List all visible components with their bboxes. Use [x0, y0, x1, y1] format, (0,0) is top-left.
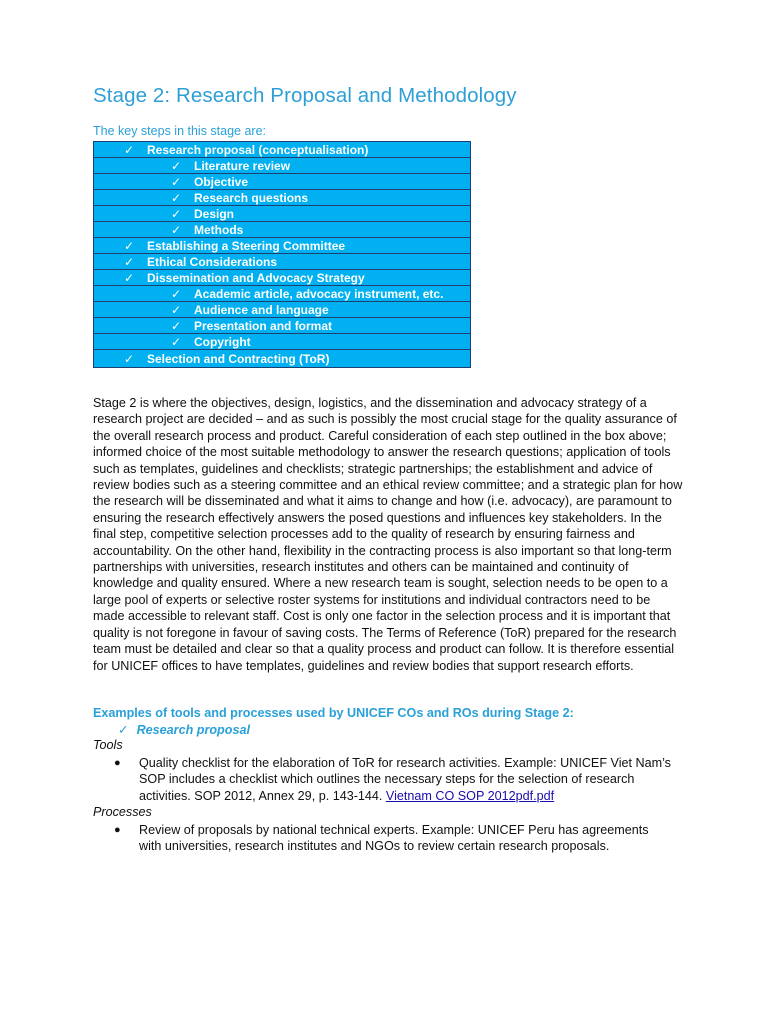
checkmark-icon: ✓ [170, 190, 182, 205]
checkmark-icon: ✓ [170, 286, 182, 301]
subheading-label: Research proposal [136, 723, 250, 737]
step-label: Ethical Considerations [147, 254, 278, 269]
page-title: Stage 2: Research Proposal and Methodology [93, 84, 517, 107]
step-label: Dissemination and Advocacy Strategy [147, 270, 365, 285]
step-label: Establishing a Steering Committee [147, 238, 346, 253]
bullet-icon: ● [114, 757, 121, 769]
step-label: Academic article, advocacy instrument, etc. [194, 286, 444, 301]
processes-label: Processes [93, 805, 152, 819]
research-proposal-subheading [118, 722, 250, 737]
step-label: Selection and Contracting (ToR) [147, 351, 330, 366]
vietnam-sop-link[interactable]: Vietnam CO SOP 2012pdf.pdf [385, 788, 555, 803]
tools-item-text [139, 755, 674, 804]
checkmark-icon: ✓ [123, 270, 135, 285]
checkmark-icon: ✓ [123, 254, 135, 269]
step-row [94, 190, 470, 206]
key-steps-box [93, 141, 471, 368]
step-label: Presentation and format [194, 318, 333, 333]
step-row [94, 158, 470, 174]
step-row [94, 206, 470, 222]
checkmark-icon: ✓ [123, 351, 135, 366]
step-label: Research questions [194, 190, 309, 205]
checkmark-icon: ✓ [170, 318, 182, 333]
step-label: Copyright [194, 334, 251, 349]
tools-item-body: Quality checklist for the elaboration of ToR for research activities. Example: UNICEF Viet Nam’s SOP includes a checklist which outlines the necessary steps for the selection of research activities. SOP 2012, Annex 29, p. 143-144. [139, 756, 671, 803]
checkmark-icon: ✓ [118, 723, 129, 737]
step-label: Research proposal (conceptualisation) [147, 142, 369, 157]
step-row [94, 222, 470, 238]
intro-text: The key steps in this stage are: [93, 124, 267, 138]
step-row [94, 238, 470, 254]
checkmark-icon: ✓ [170, 174, 182, 189]
body-paragraph: Stage 2 is where the objectives, design, logistics, and the dissemination and advocacy strategy of a research project are decided – and as such is possibly the most crucial stage for the quality assurance of the overall research process and product. Careful consideration of each step outlined in the box above; informed choice of the most suitable methodology to answer the research questions; application of tools such as templates, guidelines and checklists; strategic partnerships; the establishment and advice of review bodies such as a steering committee and an ethical review committee; and a strategic plan for how the research will be disseminated and what it aims to change and how (i.e. advocacy), are paramount to ensuring the research effectively answers the posed questions and influences key stakeholders. In the final step, competitive selection processes add to the quality of research by ensuring fairness and accountability. On the other hand, flexibility in the contracting process is also important so that long-term partnerships with universities, research institutes and others can be maintained and continuity of knowledge and quality ensured. Where a new research team is sought, selection needs to be open to a large pool of experts or selective roster systems for institutions and individual contractors need to be made accessible to relevant staff. Cost is only one factor in the selection process and it is important that quality is not foregone in favour of saving costs. The Terms of Reference (ToR) prepared for the research team must be detailed and clear so that a quality process and product can follow. It is therefore essential for UNICEF offices to have templates, guidelines and review bodies that support research efforts. [93, 396, 683, 673]
step-row [94, 286, 470, 302]
step-row [94, 350, 470, 367]
checkmark-icon: ✓ [123, 142, 135, 157]
step-row [94, 174, 470, 190]
step-row [94, 254, 470, 270]
bullet-icon: ● [114, 824, 121, 836]
step-label: Methods [194, 222, 244, 237]
processes-item-text: Review of proposals by national technical experts. Example: UNICEF Peru has agreements with universities, research institutes and NGOs to review certain research proposals. [139, 823, 649, 854]
step-label: Literature review [194, 158, 291, 173]
checkmark-icon: ✓ [170, 158, 182, 173]
checkmark-icon: ✓ [170, 302, 182, 317]
step-row [94, 302, 470, 318]
step-label: Design [194, 206, 235, 221]
step-row [94, 270, 470, 286]
checkmark-icon: ✓ [170, 206, 182, 221]
examples-heading: Examples of tools and processes used by UNICEF COs and ROs during Stage 2: [93, 706, 574, 720]
step-label: Audience and language [194, 302, 329, 317]
checkmark-icon: ✓ [123, 238, 135, 253]
checkmark-icon: ✓ [170, 222, 182, 237]
checkmark-icon: ✓ [170, 334, 182, 349]
step-row [94, 318, 470, 334]
tools-list-item [114, 755, 674, 804]
processes-list-item [114, 822, 674, 855]
step-row [94, 142, 470, 158]
step-label: Objective [194, 174, 249, 189]
step-row [94, 334, 470, 350]
tools-label: Tools [93, 738, 123, 752]
